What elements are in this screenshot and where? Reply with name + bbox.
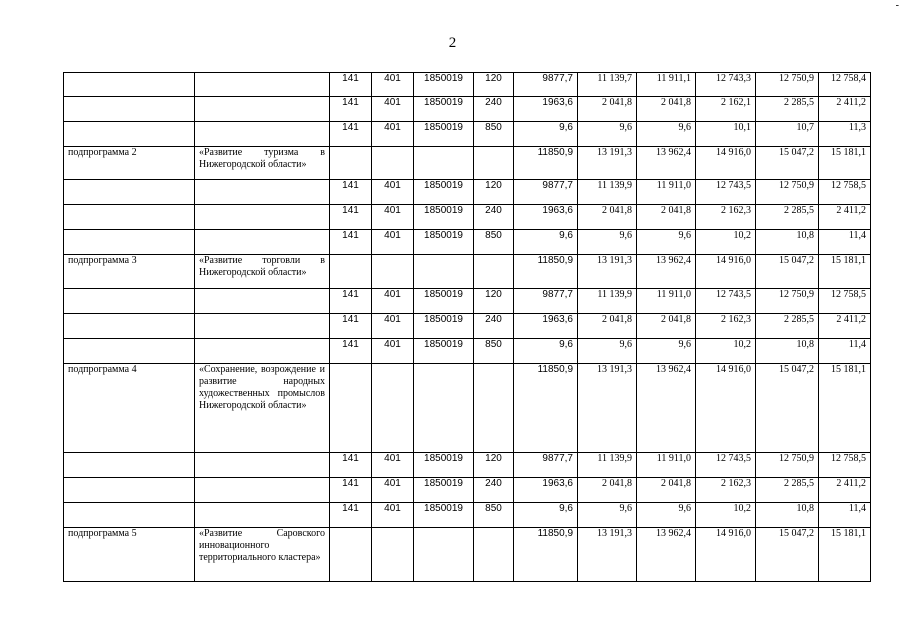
table-row [64, 230, 871, 255]
code-section [372, 364, 414, 453]
value-col-4: 2 162,3 [696, 205, 756, 230]
code-target [414, 528, 474, 582]
value-col-6: 2 411,2 [819, 97, 871, 122]
code-target: 1850019 [414, 478, 474, 503]
table-row [64, 503, 871, 528]
code-ministry: 141 [330, 339, 372, 364]
code-target: 1850019 [414, 205, 474, 230]
code-section: 401 [372, 453, 414, 478]
budget-table [63, 72, 871, 582]
value-col-2: 11 139,9 [578, 180, 637, 205]
row-description [195, 289, 330, 314]
value-col-3: 2 041,8 [637, 97, 696, 122]
value-col-4: 2 162,1 [696, 97, 756, 122]
value-col-4: 2 162,3 [696, 314, 756, 339]
value-col-5: 12 750,9 [756, 453, 819, 478]
row-description [195, 453, 330, 478]
value-col-1: 9,6 [514, 503, 578, 528]
value-col-6: 15 181,1 [819, 364, 871, 453]
table-row [64, 478, 871, 503]
code-ministry: 141 [330, 122, 372, 147]
code-section: 401 [372, 339, 414, 364]
table-row [64, 453, 871, 478]
value-col-2: 9,6 [578, 230, 637, 255]
table-row [64, 255, 871, 289]
row-label [64, 453, 195, 478]
value-col-1: 9877,7 [514, 289, 578, 314]
value-col-2: 9,6 [578, 503, 637, 528]
value-col-2: 9,6 [578, 122, 637, 147]
value-col-1: 11850,9 [514, 255, 578, 289]
code-section: 401 [372, 122, 414, 147]
row-label [64, 122, 195, 147]
value-col-2: 11 139,7 [578, 73, 637, 97]
value-col-5: 10,7 [756, 122, 819, 147]
value-col-3: 13 962,4 [637, 528, 696, 582]
value-col-3: 2 041,8 [637, 314, 696, 339]
row-description [195, 503, 330, 528]
code-expense-type: 240 [474, 205, 514, 230]
row-label: подпрограмма 4 [64, 364, 195, 453]
code-ministry: 141 [330, 205, 372, 230]
code-target: 1850019 [414, 73, 474, 97]
value-col-4: 2 162,3 [696, 478, 756, 503]
code-ministry: 141 [330, 478, 372, 503]
code-ministry [330, 364, 372, 453]
row-label [64, 314, 195, 339]
code-target [414, 364, 474, 453]
code-section: 401 [372, 73, 414, 97]
value-col-4: 12 743,5 [696, 180, 756, 205]
value-col-5: 15 047,2 [756, 364, 819, 453]
row-description [195, 314, 330, 339]
value-col-5: 12 750,9 [756, 289, 819, 314]
value-col-4: 12 743,3 [696, 73, 756, 97]
value-col-6: 2 411,2 [819, 478, 871, 503]
code-expense-type: 120 [474, 289, 514, 314]
row-label [64, 339, 195, 364]
value-col-4: 12 743,5 [696, 453, 756, 478]
code-target [414, 255, 474, 289]
code-target: 1850019 [414, 453, 474, 478]
value-col-6: 15 181,1 [819, 255, 871, 289]
code-section: 401 [372, 97, 414, 122]
code-expense-type: 850 [474, 339, 514, 364]
code-section: 401 [372, 180, 414, 205]
value-col-5: 12 750,9 [756, 180, 819, 205]
table-row [64, 339, 871, 364]
value-col-1: 1963,6 [514, 478, 578, 503]
corner-mark: - [895, 0, 899, 11]
value-col-3: 9,6 [637, 503, 696, 528]
code-section [372, 528, 414, 582]
value-col-5: 2 285,5 [756, 478, 819, 503]
code-section [372, 147, 414, 180]
value-col-6: 2 411,2 [819, 314, 871, 339]
value-col-5: 2 285,5 [756, 97, 819, 122]
code-expense-type: 240 [474, 478, 514, 503]
table-row [64, 73, 871, 97]
code-target: 1850019 [414, 503, 474, 528]
value-col-2: 9,6 [578, 339, 637, 364]
value-col-1: 9,6 [514, 230, 578, 255]
code-ministry: 141 [330, 314, 372, 339]
code-ministry: 141 [330, 73, 372, 97]
row-label [64, 97, 195, 122]
value-col-6: 12 758,5 [819, 453, 871, 478]
value-col-2: 2 041,8 [578, 314, 637, 339]
value-col-6: 15 181,1 [819, 147, 871, 180]
row-label [64, 180, 195, 205]
code-target [414, 147, 474, 180]
code-target: 1850019 [414, 122, 474, 147]
value-col-1: 1963,6 [514, 97, 578, 122]
code-ministry [330, 255, 372, 289]
code-ministry [330, 528, 372, 582]
value-col-1: 9877,7 [514, 453, 578, 478]
row-description [195, 205, 330, 230]
row-label [64, 73, 195, 97]
value-col-5: 2 285,5 [756, 314, 819, 339]
value-col-4: 10,2 [696, 230, 756, 255]
value-col-4: 12 743,5 [696, 289, 756, 314]
value-col-3: 13 962,4 [637, 255, 696, 289]
row-description [195, 180, 330, 205]
code-expense-type: 240 [474, 314, 514, 339]
value-col-2: 2 041,8 [578, 478, 637, 503]
value-col-4: 10,1 [696, 122, 756, 147]
code-section: 401 [372, 205, 414, 230]
table-row [64, 97, 871, 122]
value-col-6: 12 758,5 [819, 289, 871, 314]
value-col-5: 10,8 [756, 230, 819, 255]
value-col-5: 15 047,2 [756, 528, 819, 582]
code-ministry: 141 [330, 503, 372, 528]
page-number: 2 [448, 35, 457, 51]
table-row [64, 364, 871, 453]
table-row [64, 122, 871, 147]
value-col-4: 10,2 [696, 503, 756, 528]
row-label [64, 503, 195, 528]
value-col-5: 10,8 [756, 339, 819, 364]
row-label: подпрограмма 2 [64, 147, 195, 180]
table-row [64, 314, 871, 339]
code-section [372, 255, 414, 289]
value-col-6: 11,3 [819, 122, 871, 147]
code-expense-type: 850 [474, 503, 514, 528]
code-target: 1850019 [414, 97, 474, 122]
value-col-2: 11 139,9 [578, 289, 637, 314]
value-col-4: 14 916,0 [696, 364, 756, 453]
value-col-6: 11,4 [819, 230, 871, 255]
value-col-6: 11,4 [819, 339, 871, 364]
row-label [64, 205, 195, 230]
row-description [195, 122, 330, 147]
value-col-4: 14 916,0 [696, 147, 756, 180]
value-col-2: 11 139,9 [578, 453, 637, 478]
row-description: «Развитие торговли в Нижегородской области» [195, 255, 330, 289]
code-expense-type [474, 147, 514, 180]
value-col-5: 15 047,2 [756, 255, 819, 289]
value-col-1: 11850,9 [514, 528, 578, 582]
value-col-6: 11,4 [819, 503, 871, 528]
row-description [195, 230, 330, 255]
code-target: 1850019 [414, 314, 474, 339]
value-col-1: 1963,6 [514, 314, 578, 339]
code-expense-type [474, 255, 514, 289]
code-expense-type: 240 [474, 97, 514, 122]
row-label: подпрограмма 3 [64, 255, 195, 289]
code-expense-type: 850 [474, 230, 514, 255]
code-target: 1850019 [414, 339, 474, 364]
value-col-1: 9877,7 [514, 180, 578, 205]
value-col-1: 1963,6 [514, 205, 578, 230]
code-ministry: 141 [330, 180, 372, 205]
value-col-5: 15 047,2 [756, 147, 819, 180]
code-section: 401 [372, 230, 414, 255]
value-col-6: 15 181,1 [819, 528, 871, 582]
code-expense-type: 120 [474, 180, 514, 205]
code-section: 401 [372, 314, 414, 339]
value-col-1: 9877,7 [514, 73, 578, 97]
code-target: 1850019 [414, 180, 474, 205]
row-description: «Развитие Саровского инновационного территориального кластера» [195, 528, 330, 582]
value-col-2: 13 191,3 [578, 255, 637, 289]
value-col-1: 9,6 [514, 122, 578, 147]
value-col-5: 10,8 [756, 503, 819, 528]
value-col-4: 10,2 [696, 339, 756, 364]
code-ministry [330, 147, 372, 180]
code-expense-type: 850 [474, 122, 514, 147]
code-ministry: 141 [330, 289, 372, 314]
value-col-1: 11850,9 [514, 147, 578, 180]
row-description [195, 97, 330, 122]
value-col-6: 2 411,2 [819, 205, 871, 230]
code-section: 401 [372, 478, 414, 503]
row-label [64, 289, 195, 314]
value-col-1: 11850,9 [514, 364, 578, 453]
code-target: 1850019 [414, 289, 474, 314]
value-col-2: 13 191,3 [578, 147, 637, 180]
value-col-2: 2 041,8 [578, 205, 637, 230]
value-col-3: 11 911,0 [637, 453, 696, 478]
code-ministry: 141 [330, 230, 372, 255]
row-description [195, 339, 330, 364]
value-col-2: 2 041,8 [578, 97, 637, 122]
code-expense-type [474, 528, 514, 582]
value-col-3: 13 962,4 [637, 147, 696, 180]
code-expense-type: 120 [474, 453, 514, 478]
value-col-6: 12 758,5 [819, 180, 871, 205]
row-description [195, 73, 330, 97]
code-expense-type [474, 364, 514, 453]
table-row [64, 205, 871, 230]
value-col-3: 11 911,1 [637, 73, 696, 97]
value-col-6: 12 758,4 [819, 73, 871, 97]
value-col-3: 9,6 [637, 122, 696, 147]
row-label [64, 478, 195, 503]
code-expense-type: 120 [474, 73, 514, 97]
table-row [64, 289, 871, 314]
value-col-1: 9,6 [514, 339, 578, 364]
code-target: 1850019 [414, 230, 474, 255]
code-ministry: 141 [330, 97, 372, 122]
code-section: 401 [372, 289, 414, 314]
table-row [64, 528, 871, 582]
value-col-3: 11 911,0 [637, 180, 696, 205]
value-col-3: 11 911,0 [637, 289, 696, 314]
row-description: «Сохранение, возрождение и развитие народных художественных промыслов Нижегородской области» [195, 364, 330, 453]
value-col-4: 14 916,0 [696, 528, 756, 582]
value-col-2: 13 191,3 [578, 528, 637, 582]
code-section: 401 [372, 503, 414, 528]
table-row [64, 180, 871, 205]
value-col-5: 2 285,5 [756, 205, 819, 230]
row-label [64, 230, 195, 255]
value-col-5: 12 750,9 [756, 73, 819, 97]
table-row [64, 147, 871, 180]
row-description [195, 478, 330, 503]
code-ministry: 141 [330, 453, 372, 478]
row-description: «Развитие туризма в Нижегородской области» [195, 147, 330, 180]
value-col-3: 2 041,8 [637, 478, 696, 503]
value-col-4: 14 916,0 [696, 255, 756, 289]
value-col-3: 2 041,8 [637, 205, 696, 230]
value-col-3: 9,6 [637, 339, 696, 364]
row-label: подпрограмма 5 [64, 528, 195, 582]
value-col-3: 13 962,4 [637, 364, 696, 453]
value-col-2: 13 191,3 [578, 364, 637, 453]
value-col-3: 9,6 [637, 230, 696, 255]
